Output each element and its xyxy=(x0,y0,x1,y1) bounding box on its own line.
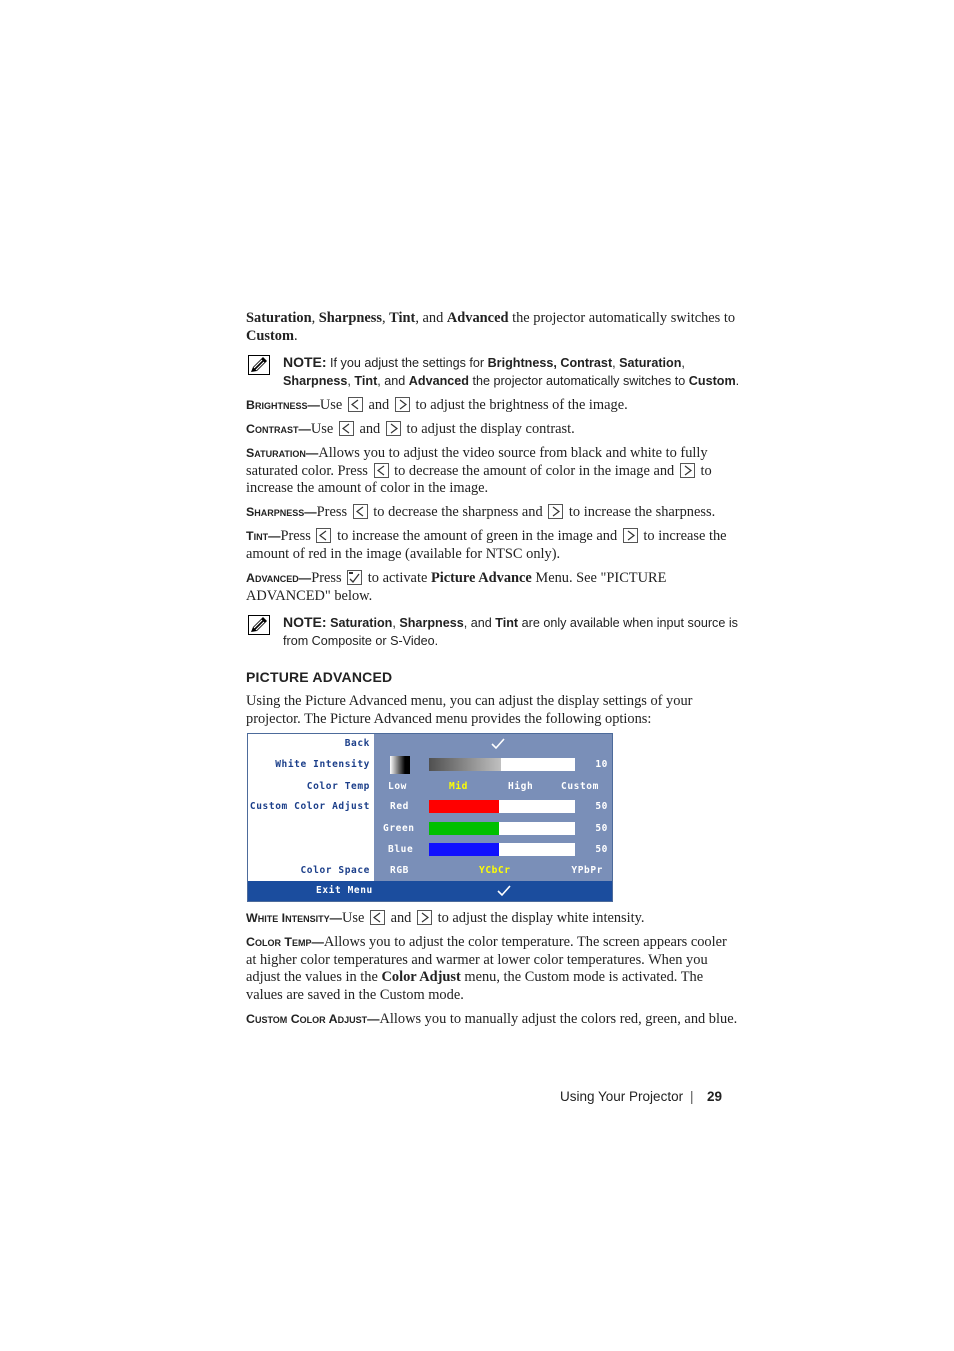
exit-menu-label: Exit Menu xyxy=(316,885,373,896)
term-custom: Custom xyxy=(246,327,294,344)
note-input-source: NOTE: Saturation, Sharpness, and Tint are only available when input source is from Composite or S-Video. xyxy=(246,614,746,650)
left-arrow-key-icon xyxy=(348,397,363,412)
color-temp-option-mid[interactable]: Mid xyxy=(449,781,468,792)
footer-separator: | xyxy=(690,1089,694,1104)
left-arrow-key-icon xyxy=(339,421,354,436)
osd-menu-values xyxy=(374,734,612,881)
item-term: Brightness— xyxy=(246,398,320,412)
osd-back-item[interactable]: Back xyxy=(344,738,370,749)
left-arrow-key-icon xyxy=(316,528,331,543)
item-term: Advanced— xyxy=(246,571,312,585)
red-slider-fill xyxy=(429,800,499,813)
blue-slider-fill xyxy=(429,843,499,856)
item-sharpness: Sharpness—Press to decrease the sharpness and to increase the sharpness. xyxy=(246,504,716,520)
item-term: Color Temp— xyxy=(246,935,324,949)
item-term: Saturation— xyxy=(246,446,319,460)
item-white-intensity: White Intensity—Use and to adjust the display white intensity. xyxy=(246,910,645,926)
item-color-temp: Color Temp—Allows you to adjust the color temperature. The screen appears cooler at higher color temperatures and warmer at lower color temperatures. When you adjust the values in the Color Adjust menu, the Custom mode is activated. The values are saved in the Custom mode. xyxy=(246,934,727,1003)
page-number: 29 xyxy=(707,1089,723,1104)
green-label: Green xyxy=(383,823,415,834)
item-term: Sharpness— xyxy=(246,505,317,519)
term-tint: Tint xyxy=(389,310,416,326)
item-term: White Intensity— xyxy=(246,911,342,925)
color-space-option-rgb[interactable]: RGB xyxy=(390,865,409,876)
footer-title: Using Your Projector xyxy=(560,1089,684,1104)
note-pencil-icon xyxy=(248,355,270,375)
color-temp-option-high[interactable]: High xyxy=(508,781,534,792)
section-heading: PICTURE ADVANCED xyxy=(246,669,393,685)
term-advanced: Advanced xyxy=(446,310,509,326)
color-temp-option-low[interactable]: Low xyxy=(388,781,407,792)
item-term: Contrast— xyxy=(246,422,311,436)
blue-slider[interactable] xyxy=(429,843,575,856)
note-settings: NOTE: If you adjust the settings for Brightness, Contrast, Saturation, Sharpness, Tint, and Advanced the projector automatically switches to Custom. xyxy=(246,354,746,390)
checkmark-icon xyxy=(491,738,505,750)
white-intensity-value: 10 xyxy=(595,759,608,770)
color-temp-option-custom[interactable]: Custom xyxy=(561,781,599,792)
left-arrow-key-icon xyxy=(374,463,389,478)
menu-select-key-icon xyxy=(347,570,362,585)
item-contrast: Contrast—Use and to adjust the display contrast. xyxy=(246,421,575,437)
item-term: Tint— xyxy=(246,529,281,543)
checkmark-icon xyxy=(497,885,511,897)
left-arrow-key-icon xyxy=(370,910,385,925)
red-label: Red xyxy=(390,801,409,812)
white-intensity-slider[interactable] xyxy=(429,758,575,771)
color-space-option-ycbcr[interactable]: YCbCr xyxy=(479,865,511,876)
item-saturation: Saturation—Allows you to adjust the video source from black and white to fully saturated color. Press to decrease the amount of color in the image and to increase the amount of color in the image. xyxy=(246,445,712,497)
term-saturation: Saturation xyxy=(246,310,312,326)
color-space-option-ypbpr[interactable]: YPbPr xyxy=(571,865,603,876)
green-slider[interactable] xyxy=(429,822,575,835)
red-slider[interactable] xyxy=(429,800,575,813)
white-intensity-gradient-icon xyxy=(390,756,412,774)
green-slider-fill xyxy=(429,822,499,835)
item-custom-color-adjust: Custom Color Adjust—Allows you to manually adjust the colors red, green, and blue. xyxy=(246,1011,738,1027)
item-advanced: Advanced—Press to activate Picture Advance Menu. See "PICTURE ADVANCED" below. xyxy=(246,570,667,604)
term-sharpness: Sharpness xyxy=(318,310,382,326)
right-arrow-key-icon xyxy=(548,504,563,519)
item-tint: Tint—Press to increase the amount of green in the image and to increase the amount of red in the image (available for NTSC only). xyxy=(246,528,727,562)
osd-color-space-item[interactable]: Color Space xyxy=(300,865,370,876)
section-intro: Using the Picture Advanced menu, you can adjust the display settings of your projector. The Picture Advanced menu provides the following options: xyxy=(246,693,693,727)
blue-value: 50 xyxy=(595,844,608,855)
intro-paragraph: Saturation, Sharpness, Tint, and Advanced the projector automatically switches to Custom. xyxy=(246,310,736,344)
osd-white-intensity-item[interactable]: White Intensity xyxy=(275,759,370,770)
right-arrow-key-icon xyxy=(395,397,410,412)
left-arrow-key-icon xyxy=(353,504,368,519)
note-pencil-icon xyxy=(248,615,270,635)
white-intensity-slider-fill xyxy=(429,758,501,771)
right-arrow-key-icon xyxy=(386,421,401,436)
blue-label: Blue xyxy=(388,844,414,855)
note-label: NOTE: xyxy=(283,354,327,370)
green-value: 50 xyxy=(595,823,608,834)
osd-exit-bar[interactable] xyxy=(248,881,612,901)
right-arrow-key-icon xyxy=(680,463,695,478)
right-arrow-key-icon xyxy=(623,528,638,543)
osd-custom-color-adjust-item[interactable]: Custom Color Adjust xyxy=(249,801,370,812)
osd-color-temp-item[interactable]: Color Temp xyxy=(306,781,370,792)
osd-menu-labels xyxy=(248,734,374,881)
item-brightness: Brightness—Use and to adjust the brightness of the image. xyxy=(246,397,628,413)
red-value: 50 xyxy=(595,801,608,812)
item-term: Custom Color Adjust— xyxy=(246,1012,380,1026)
right-arrow-key-icon xyxy=(417,910,432,925)
note-label: NOTE: xyxy=(283,614,327,630)
picture-advanced-osd-menu xyxy=(247,733,613,902)
